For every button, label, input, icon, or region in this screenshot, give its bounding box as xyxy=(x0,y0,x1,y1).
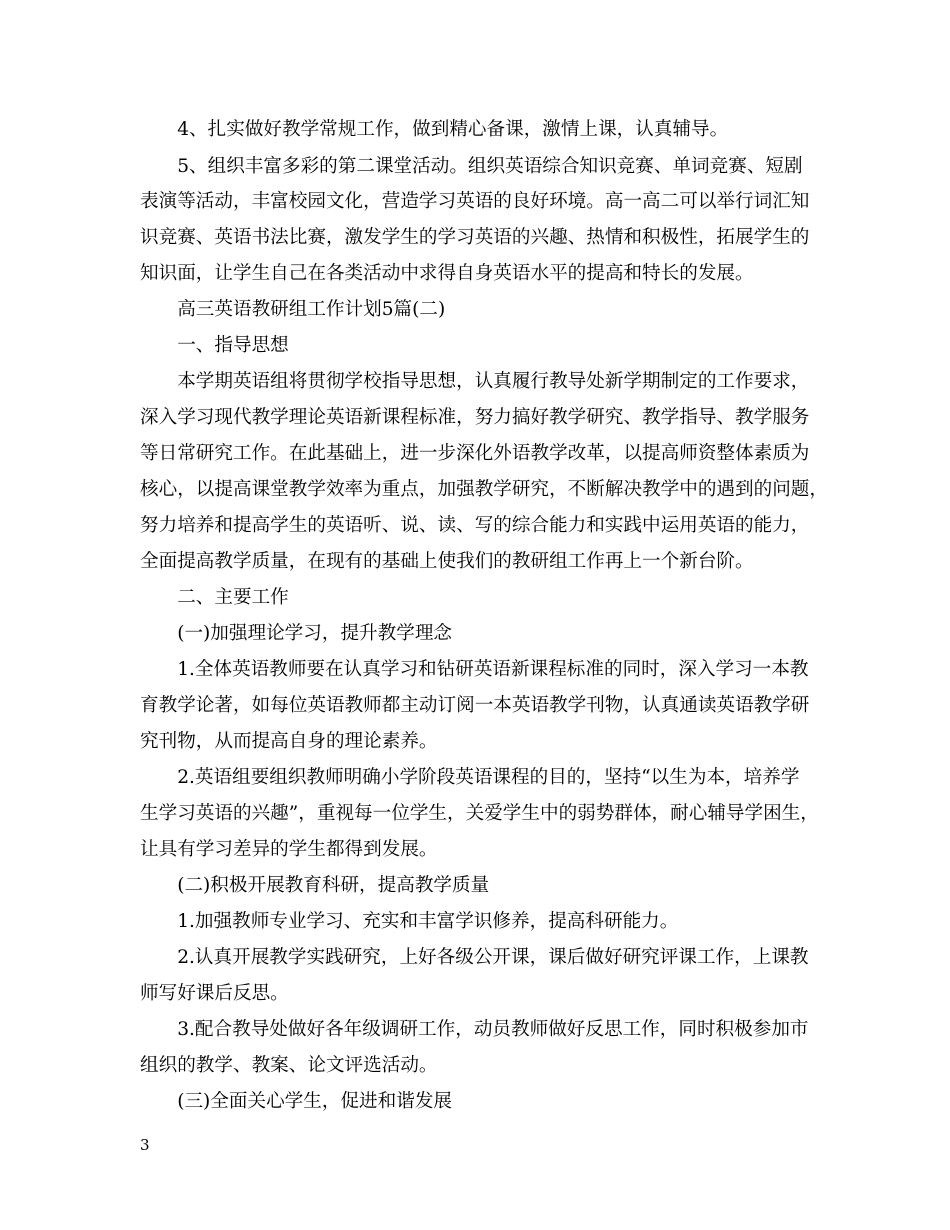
text-line: 5、组织丰富多彩的第二课堂活动。组织英语综合知识竞赛、单词竞赛、短剧 xyxy=(140,156,803,177)
text-line: 1.全体英语教师要在认真学习和钻研英语新课程标准的同时，深入学习一本教 xyxy=(140,659,809,680)
subsection-heading: (一)加强理论学习，提升教学理念 xyxy=(140,623,453,644)
text-line: 2.英语组要组织教师明确小学阶段英语课程的目的，坚持“以生为本，培养学 xyxy=(140,767,800,788)
page-number: 3 xyxy=(140,1136,150,1154)
subsection-heading: (二)积极开展教育科研，提高教学质量 xyxy=(140,875,490,896)
text-line: 让具有学习差异的学生都得到发展。 xyxy=(140,839,438,860)
text-line: 生学习英语的兴趣”，重视每一位学生，关爱学生中的弱势群体，耐心辅导学困生， xyxy=(140,803,819,824)
section-heading: 高三英语教研组工作计划5篇(二) xyxy=(140,299,446,320)
text-line: 3.配合教导处做好各年级调研工作，动员教师做好反思工作，同时积极参加市 xyxy=(140,1019,809,1040)
text-line: 师写好课后反思。 xyxy=(140,983,289,1004)
section-heading: 二、主要工作 xyxy=(140,587,289,608)
text-line: 深入学习现代教学理论英语新课程标准，努力搞好教学研究、教学指导、教学服务 xyxy=(140,407,810,428)
text-line: 4、扎实做好教学常规工作，做到精心备课，激情上课，认真辅导。 xyxy=(140,119,729,140)
text-line: 努力培养和提高学生的英语听、说、读、写的综合能力和实践中运用英语的能力， xyxy=(140,515,810,536)
text-line: 等日常研究工作。在此基础上，进一步深化外语教学改革，以提高师资整体素质为 xyxy=(140,443,810,464)
subsection-heading: (三)全面关心学生，促进和谐发展 xyxy=(140,1091,453,1112)
text-line: 知识面，让学生自己在各类活动中求得自身英语水平的提高和特长的发展。 xyxy=(140,263,754,284)
text-line: 本学期英语组将贯彻学校指导思想，认真履行教导处新学期制定的工作要求， xyxy=(140,371,810,392)
text-line: 全面提高教学质量，在现有的基础上使我们的教研组工作再上一个新台阶。 xyxy=(140,551,754,572)
text-line: 1.加强教师专业学习、充实和丰富学识修养，提高科研能力。 xyxy=(140,911,679,932)
section-heading: 一、指导思想 xyxy=(140,335,289,356)
text-line: 2.认真开展教学实践研究，上好各级公开课，课后做好研究评课工作，上课教 xyxy=(140,947,809,968)
text-line: 识竞赛、英语书法比赛，激发学生的学习英语的兴趣、热情和积极性，拓展学生的 xyxy=(140,227,810,248)
text-line: 表演等活动，丰富校园文化，营造学习英语的良好环境。高一高二可以举行词汇知 xyxy=(140,191,810,212)
text-line: 育教学论著，如每位英语教师都主动订阅一本英语教学刊物，认真通读英语教学研 xyxy=(140,695,810,716)
text-line: 究刊物，从而提高自身的理论素养。 xyxy=(140,731,438,752)
text-line: 核心，以提高课堂教学效率为重点，加强教学研究，不断解决教学中的遇到的问题， xyxy=(140,479,828,500)
text-line: 组织的教学、教案、论文评选活动。 xyxy=(140,1055,438,1076)
